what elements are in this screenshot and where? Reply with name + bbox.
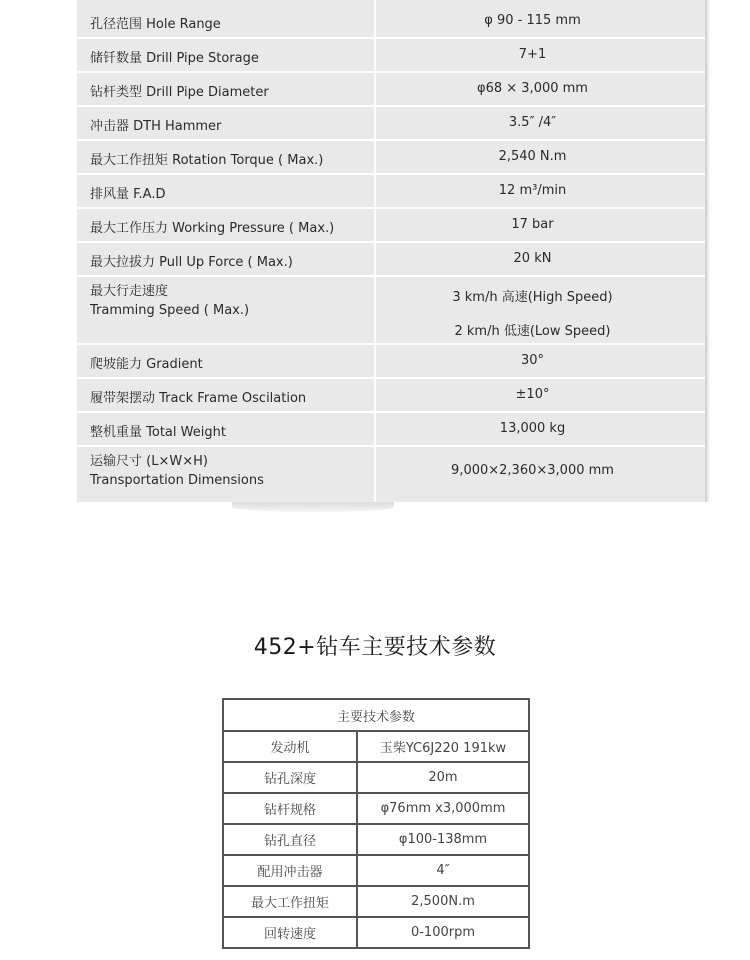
spec-value: 9,000×2,360×3,000 mm [451,463,614,478]
spec-row-hole-range [77,5,705,39]
spec-value: 13,000 kg [499,421,566,436]
table-row [223,855,529,886]
spec-row-working-pressure [77,209,705,243]
param-key: 回转速度 [223,917,357,948]
spec-row-pipe-diameter [77,73,705,107]
param-value: 4″ [357,855,529,886]
section-title: 452+钻车主要技术参数 [253,635,497,660]
param-key: 最大工作扭矩 [223,886,357,917]
spec-value: 12 m³/min [498,183,567,198]
spec-label: 孔径范围 Hole Range [90,17,221,32]
spec-label: 钻杆类型 Drill Pipe Diameter [90,85,269,100]
param-value: 20m [357,762,529,793]
spec-value: φ 90 - 115 mm [484,13,581,28]
spec-row-transport-dimensions [77,447,705,502]
spec-row-fad [77,175,705,209]
spec-label-en: Transportation Dimensions [90,473,264,488]
spec-label: 履带架摆动 Track Frame Oscilation [90,391,307,406]
table-row [223,824,529,855]
spec-value: 7+1 [518,47,547,62]
param-value: φ100-138mm [357,824,529,855]
param-key: 配用冲击器 [223,855,357,886]
param-value: 0-100rpm [357,917,529,948]
table-row [223,886,529,917]
spec-value: 3.5″ /4″ [508,115,557,130]
param-key: 发动机 [223,731,357,762]
params-header: 主要技术参数 [223,699,529,731]
spec-value: 20 kN [513,251,552,266]
param-value: φ76mm x3,000mm [357,793,529,824]
spec-row-gradient [77,345,705,379]
spec-row-tramming-speed [77,277,705,345]
spec-value-low: 2 km/h 低速(Low Speed) [454,324,611,339]
spec-row-oscillation [77,379,705,413]
spec-label-en: Tramming Speed ( Max.) [90,303,250,318]
table-shadow [232,502,394,512]
spec-row-pull-up-force [77,243,705,277]
param-value: 2,500N.m [357,886,529,917]
spec-label: 储钎数量 Drill Pipe Storage [90,51,259,66]
param-key: 钻孔深度 [223,762,357,793]
spec-value: 17 bar [511,217,554,232]
spec-label: 最大拉拔力 Pull Up Force ( Max.) [90,255,293,270]
spec-label: 最大工作扭矩 Rotation Torque ( Max.) [90,153,324,168]
spec-value: φ68 × 3,000 mm [477,81,588,96]
params-table [222,698,530,949]
spec-value-high: 3 km/h 高速(High Speed) [452,290,613,305]
spec-row-pipe-storage [77,39,705,73]
param-value: 玉柴YC6J220 191kw [357,731,529,762]
spec-label: 整机重量 Total Weight [90,425,226,440]
spec-row-torque [77,141,705,175]
table-row [223,731,529,762]
params-header-row [223,699,529,731]
spec-label: 运输尺寸 (L×W×H) [90,454,208,469]
param-key: 钻杆规格 [223,793,357,824]
spec-value: ±10° [515,387,550,402]
spec-label: 排风量 F.A.D [90,187,166,202]
spec-label: 最大工作压力 Working Pressure ( Max.) [90,221,335,236]
spec-label: 冲击器 DTH Hammer [90,119,222,134]
spec-row-dth-hammer [77,107,705,141]
spec-label: 爬坡能力 Gradient [90,357,203,372]
table-row [223,793,529,824]
table-edge [705,0,707,502]
spec-label: 最大行走速度 [90,284,169,299]
param-key: 钻孔直径 [223,824,357,855]
spec-value: 30° [520,353,545,368]
spec-table [77,0,709,502]
spec-value: 2,540 N.m [498,149,567,164]
spec-row-total-weight [77,413,705,447]
table-row [223,762,529,793]
table-row [223,917,529,948]
